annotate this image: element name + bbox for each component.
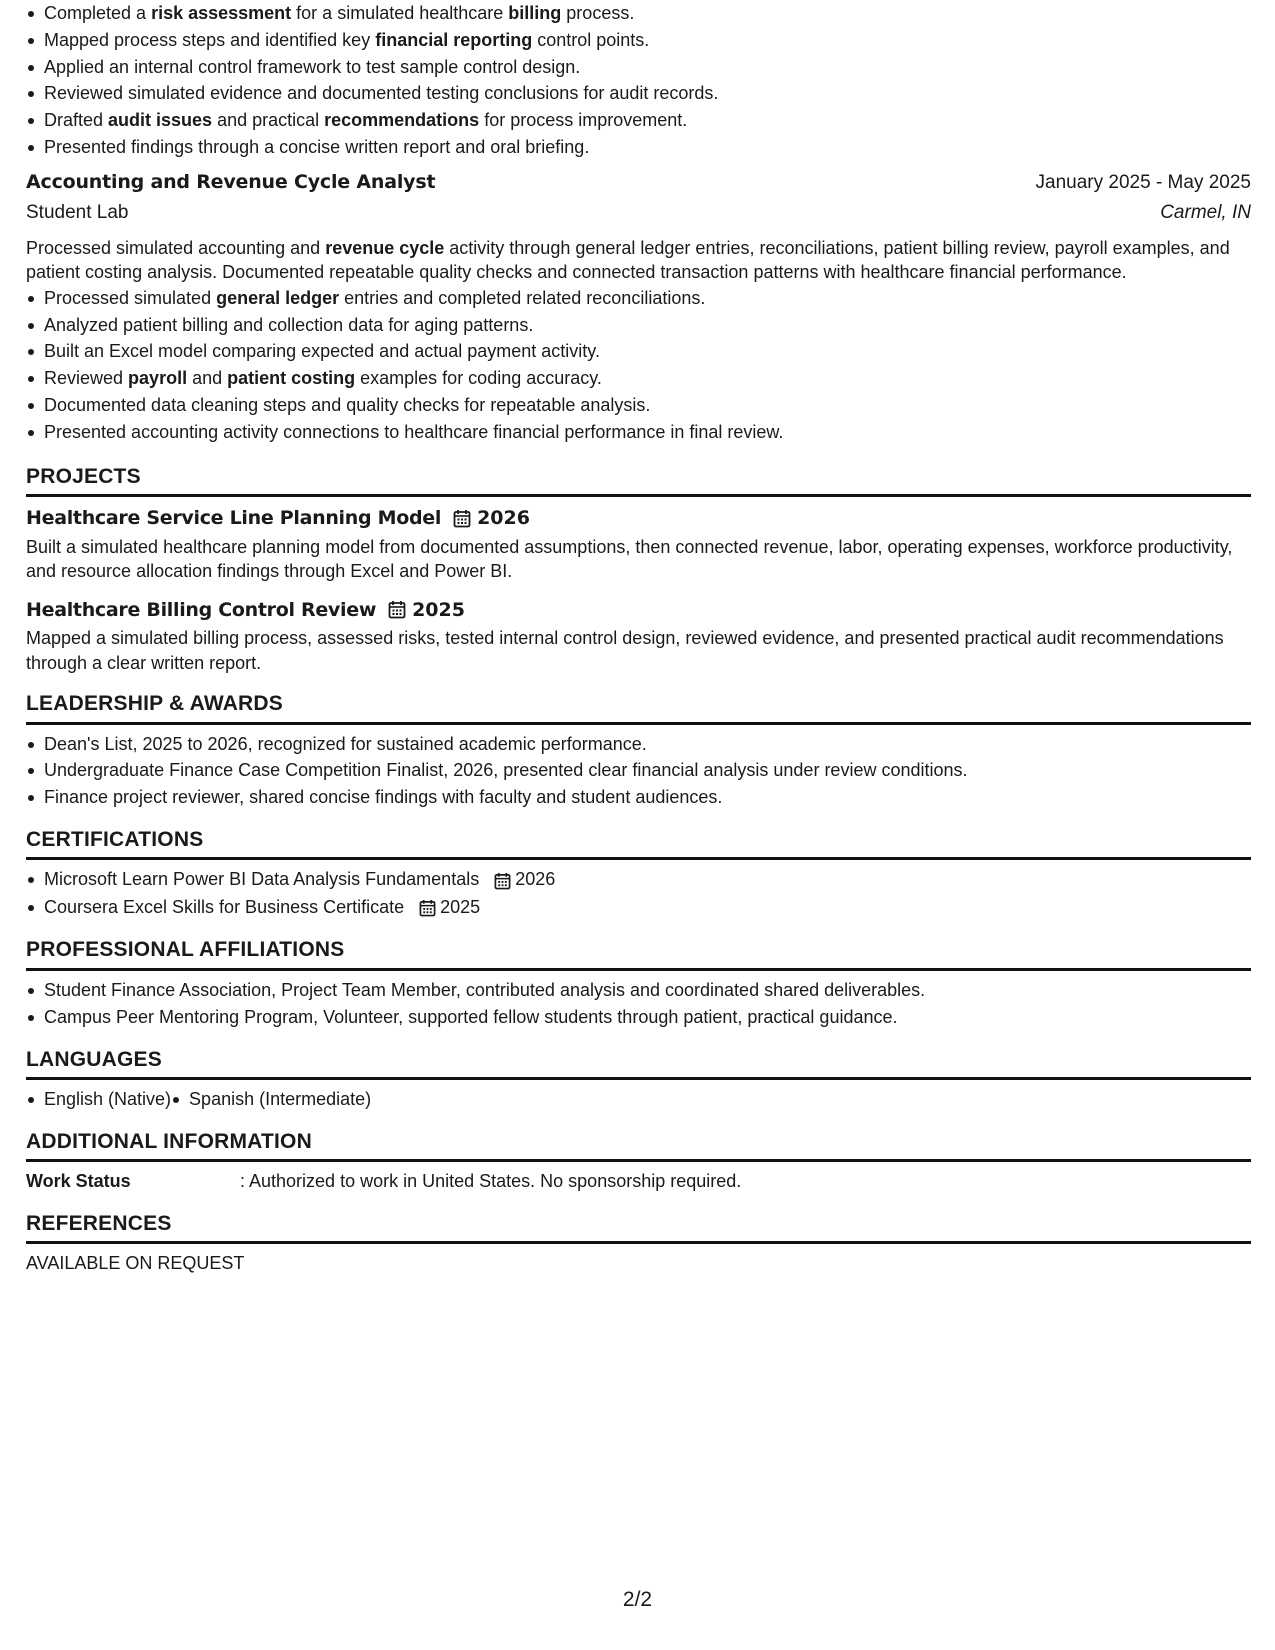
bold-keyword: billing xyxy=(508,3,562,23)
calendar-icon xyxy=(494,872,511,890)
project-header xyxy=(26,597,1251,624)
project-year: 2026 xyxy=(477,507,530,530)
list-item: Analyzed patient billing and collection data for aging patterns. xyxy=(26,312,1251,339)
list-item: Finance project reviewer, shared concise findings with faculty and student audiences. xyxy=(26,784,1251,811)
list-item: Drafted audit issues and practical recommendations for process improvement. xyxy=(26,107,1251,134)
project-title: Healthcare Service Line Planning Model xyxy=(26,507,442,530)
project-title: Healthcare Billing Control Review xyxy=(26,598,377,621)
job-dates: January 2025 - May 2025 xyxy=(1035,171,1251,193)
list-item: Spanish (Intermediate) xyxy=(171,1086,371,1113)
calendar-icon xyxy=(453,509,471,528)
resume-page xyxy=(26,0,1251,1277)
project-year: 2025 xyxy=(412,598,465,621)
references-text: AVAILABLE ON REQUEST xyxy=(26,1253,245,1274)
list-item: Mapped process steps and identified key financial reporting control points. xyxy=(26,27,1251,54)
certification-year: 2025 xyxy=(440,896,481,917)
bold-keyword: patient costing xyxy=(227,368,356,389)
list-item: Presented accounting activity connections to healthcare financial performance in final review. xyxy=(26,419,1251,446)
bold-keyword: revenue cycle xyxy=(325,237,445,258)
job-location: Carmel, IN xyxy=(1160,202,1251,224)
bold-keyword: risk assessment xyxy=(151,3,292,23)
bold-keyword: payroll xyxy=(128,368,188,389)
calendar-icon xyxy=(419,899,436,917)
list-item: Student Finance Association, Project Team Member, contributed analysis and coordinated shared deliverables. xyxy=(26,977,1251,1004)
calendar-icon xyxy=(388,600,406,619)
work-status-row xyxy=(26,1168,1251,1195)
project-description: Mapped a simulated billing process, assessed risks, tested internal control design, reviewed evidence, and presented practical audit recommendations through a clear written report. xyxy=(26,628,1224,673)
list-item: Campus Peer Mentoring Program, Volunteer, supported fellow students through patient, practical guidance. xyxy=(26,1004,1251,1031)
job-header xyxy=(26,169,1251,197)
list-item xyxy=(26,894,1251,922)
certification-year: 2026 xyxy=(515,869,556,890)
certification-name: Coursera Excel Skills for Business Certificate xyxy=(44,896,405,917)
section-heading-certifications: CERTIFICATIONS xyxy=(26,827,1251,861)
list-item: English (Native) xyxy=(26,1086,171,1113)
job-summary: Processed simulated accounting and revenue cycle activity through general ledger entries, reconciliations, patient billing review, payroll examples, and patient costing analysis. Documented repeatable quality checks and connected transaction patterns with healthcare financial performance. xyxy=(26,237,1230,283)
intro-bullet-list xyxy=(26,0,1251,161)
work-status-label: Work Status xyxy=(26,1171,131,1192)
bold-keyword: general ledger xyxy=(216,287,340,308)
project-description: Built a simulated healthcare planning model from documented assumptions, then connected revenue, labor, operating expenses, workforce productivity, and resource allocation findings through Excel and Power BI. xyxy=(26,536,1233,582)
affiliations-list xyxy=(26,977,1251,1031)
section-heading-leadership: LEADERSHIP & AWARDS xyxy=(26,691,1251,725)
list-item: Presented findings through a concise written report and oral briefing. xyxy=(26,134,1251,161)
list-item: Dean's List, 2025 to 2026, recognized for sustained academic performance. xyxy=(26,731,1251,758)
languages-list xyxy=(26,1086,1251,1113)
section-heading-additional: ADDITIONAL INFORMATION xyxy=(26,1129,1251,1163)
list-item: Undergraduate Finance Case Competition Finalist, 2026, presented clear financial analysis under review conditions. xyxy=(26,757,1251,784)
list-item: Reviewed simulated evidence and documented testing conclusions for audit records. xyxy=(26,80,1251,107)
list-item: Documented data cleaning steps and quality checks for repeatable analysis. xyxy=(26,392,1251,419)
section-heading-affiliations: PROFESSIONAL AFFILIATIONS xyxy=(26,937,1251,971)
job-bullet-list xyxy=(26,285,1251,446)
bold-keyword: recommendations xyxy=(324,110,480,131)
section-heading-projects: PROJECTS xyxy=(26,464,1251,498)
certification-name: Microsoft Learn Power BI Data Analysis Fundamentals xyxy=(44,869,480,890)
list-item: Processed simulated general ledger entries and completed related reconciliations. xyxy=(26,285,1251,312)
list-item: Built an Excel model comparing expected and actual payment activity. xyxy=(26,338,1251,365)
page-number: 2/2 xyxy=(622,1588,653,1611)
job-organization: Student Lab xyxy=(26,202,129,224)
section-heading-references: REFERENCES xyxy=(26,1211,1251,1245)
work-status-value: : Authorized to work in United States. No sponsorship required. xyxy=(240,1171,742,1192)
list-item: Reviewed payroll and patient costing examples for coding accuracy. xyxy=(26,365,1251,392)
leadership-list xyxy=(26,731,1251,811)
list-item: Applied an internal control framework to test sample control design. xyxy=(26,54,1251,81)
certifications-list xyxy=(26,866,1251,921)
list-item xyxy=(26,866,1251,894)
section-heading-languages: LANGUAGES xyxy=(26,1047,1251,1081)
bold-keyword: financial reporting xyxy=(375,29,533,50)
job-title: Accounting and Revenue Cycle Analyst xyxy=(26,170,436,193)
list-item: Completed a risk assessment for a simulated healthcare billing process. xyxy=(26,0,1251,27)
job-subheader xyxy=(26,200,1251,227)
bold-keyword: audit issues xyxy=(108,110,213,131)
project-header xyxy=(26,505,1251,532)
